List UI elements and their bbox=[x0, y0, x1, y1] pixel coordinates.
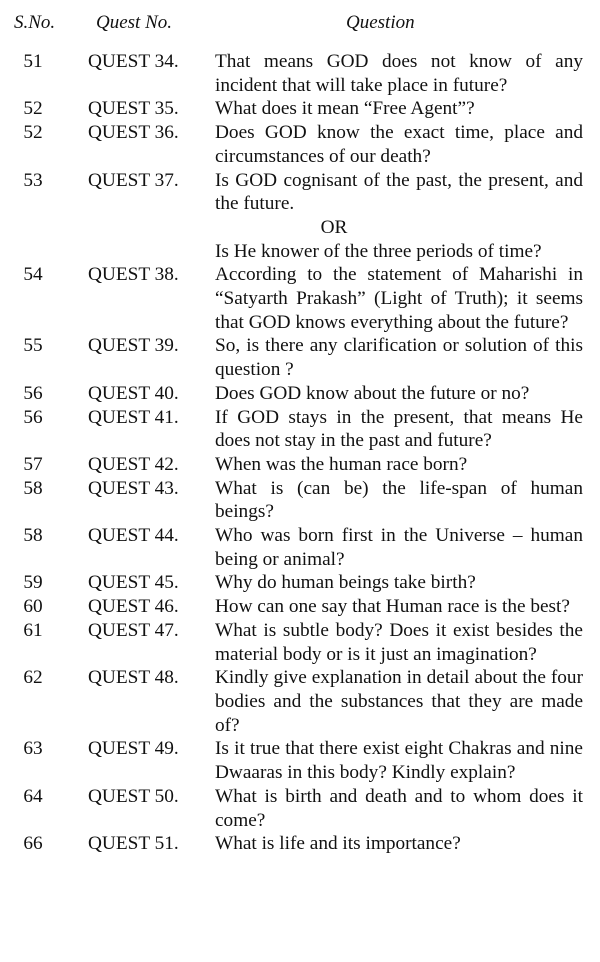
row-question bbox=[215, 406, 583, 453]
row-question bbox=[215, 571, 583, 595]
row-question-text: So, is there any clarification or solution of this question ? bbox=[215, 335, 583, 381]
row-question-text: Does GOD know about the future or no? bbox=[215, 382, 530, 404]
row-quest-no: QUEST 49. bbox=[88, 738, 179, 760]
row-quest-no: QUEST 41. bbox=[88, 406, 179, 428]
row-question bbox=[215, 121, 583, 168]
row-quest-no: QUEST 44. bbox=[88, 525, 179, 547]
row-question bbox=[215, 97, 583, 121]
table-row bbox=[0, 406, 600, 453]
row-question bbox=[215, 785, 583, 832]
row-question bbox=[215, 169, 583, 264]
row-question-text: Who was born first in the Universe – human being or animal? bbox=[215, 525, 583, 570]
row-sno: 66 bbox=[23, 833, 43, 855]
row-question bbox=[215, 453, 583, 477]
row-sno: 58 bbox=[23, 525, 43, 547]
row-question-text: Is GOD cognisant of the past, the present, and the future. bbox=[215, 169, 583, 215]
row-sno: 56 bbox=[23, 406, 43, 428]
row-sno: 52 bbox=[23, 122, 43, 144]
row-question bbox=[215, 832, 583, 856]
row-question-text: What does it mean “Free Agent”? bbox=[215, 98, 475, 120]
row-quest-no: QUEST 34. bbox=[88, 51, 179, 72]
question-list bbox=[0, 50, 600, 856]
table-row bbox=[0, 263, 600, 334]
row-question-text: Does GOD know the exact time, place and circumstances of our death? bbox=[215, 122, 583, 167]
row-quest-no: QUEST 48. bbox=[88, 667, 179, 689]
table-row bbox=[0, 595, 600, 619]
table-row bbox=[0, 666, 600, 737]
row-quest-no: QUEST 35. bbox=[88, 98, 179, 120]
row-quest-no: QUEST 45. bbox=[88, 572, 179, 594]
row-sno: 51 bbox=[23, 51, 43, 72]
table-row bbox=[0, 453, 600, 477]
row-question bbox=[215, 666, 583, 737]
row-question-text: If GOD stays in the present, that means He does not stay in the past and future? bbox=[215, 406, 583, 452]
row-question bbox=[215, 619, 583, 666]
table-row bbox=[0, 785, 600, 832]
row-question bbox=[215, 382, 583, 406]
row-question-text: What is life and its importance? bbox=[215, 833, 461, 855]
row-quest-no: QUEST 51. bbox=[88, 833, 179, 855]
table-row bbox=[0, 571, 600, 595]
row-question-text: Kindly give explanation in detail about the four bodies and the substances that they are made of? bbox=[215, 667, 583, 736]
row-sno: 64 bbox=[23, 785, 43, 807]
row-quest-no: QUEST 40. bbox=[88, 382, 179, 404]
table-row bbox=[0, 97, 600, 121]
row-sno: 56 bbox=[23, 382, 43, 404]
row-question bbox=[215, 477, 583, 524]
row-sno: 59 bbox=[23, 572, 43, 594]
row-sno: 63 bbox=[23, 738, 43, 760]
row-quest-no: QUEST 50. bbox=[88, 785, 179, 807]
row-question bbox=[215, 595, 583, 619]
row-quest-no: QUEST 36. bbox=[88, 122, 179, 144]
table-row bbox=[0, 121, 600, 168]
row-sno: 55 bbox=[23, 335, 43, 357]
row-question-text: When was the human race born? bbox=[215, 453, 468, 475]
row-question bbox=[215, 524, 583, 571]
row-sno: 61 bbox=[23, 619, 43, 641]
table-row bbox=[0, 477, 600, 524]
header-sno: S.No. bbox=[14, 12, 56, 33]
header-question: Question bbox=[346, 12, 415, 33]
table-header bbox=[0, 12, 600, 36]
row-sno: 62 bbox=[23, 667, 43, 689]
header-quest-no: Quest No. bbox=[96, 12, 172, 33]
table-row bbox=[0, 50, 600, 97]
row-question-text: What is (can be) the life-span of human beings? bbox=[215, 477, 583, 523]
row-question-text: What is birth and death and to whom does it come? bbox=[215, 785, 583, 831]
row-question-text: What is subtle body? Does it exist besides the material body or is it just an imagination? bbox=[215, 619, 583, 665]
row-quest-no: QUEST 47. bbox=[88, 619, 179, 641]
row-sno: 52 bbox=[23, 98, 43, 120]
table-row bbox=[0, 619, 600, 666]
row-quest-no: QUEST 42. bbox=[88, 453, 179, 475]
row-question-text: How can one say that Human race is the best? bbox=[215, 596, 570, 618]
row-quest-no: QUEST 38. bbox=[88, 264, 179, 286]
row-sno: 53 bbox=[23, 169, 43, 191]
table-row bbox=[0, 169, 600, 264]
row-quest-no: QUEST 43. bbox=[88, 477, 179, 499]
row-question bbox=[215, 334, 583, 381]
row-question-text: Why do human beings take birth? bbox=[215, 572, 476, 594]
row-sno: 54 bbox=[23, 264, 43, 286]
row-question-text: According to the statement of Maharishi in “Satyarth Prakash” (Light of Truth); it seems that GOD knows everything about the future? bbox=[215, 264, 583, 333]
row-or-separator: OR bbox=[320, 216, 348, 238]
row-question-text: That means GOD does not know of any incident that will take place in future? bbox=[215, 51, 583, 96]
row-sno: 58 bbox=[23, 477, 43, 499]
row-question bbox=[215, 737, 583, 784]
table-row bbox=[0, 382, 600, 406]
row-question bbox=[215, 263, 583, 334]
row-sno: 60 bbox=[23, 596, 43, 618]
table-row bbox=[0, 334, 600, 381]
row-question-text-alt: Is He knower of the three periods of time? bbox=[215, 240, 542, 262]
row-quest-no: QUEST 39. bbox=[88, 335, 179, 357]
table-row bbox=[0, 737, 600, 784]
row-question bbox=[215, 50, 583, 97]
row-quest-no: QUEST 37. bbox=[88, 169, 179, 191]
row-question-text: Is it true that there exist eight Chakras and nine Dwaaras in this body? Kindly explain? bbox=[215, 738, 583, 784]
table-row bbox=[0, 832, 600, 856]
row-quest-no: QUEST 46. bbox=[88, 596, 179, 618]
row-sno: 57 bbox=[23, 453, 43, 475]
table-row bbox=[0, 524, 600, 571]
